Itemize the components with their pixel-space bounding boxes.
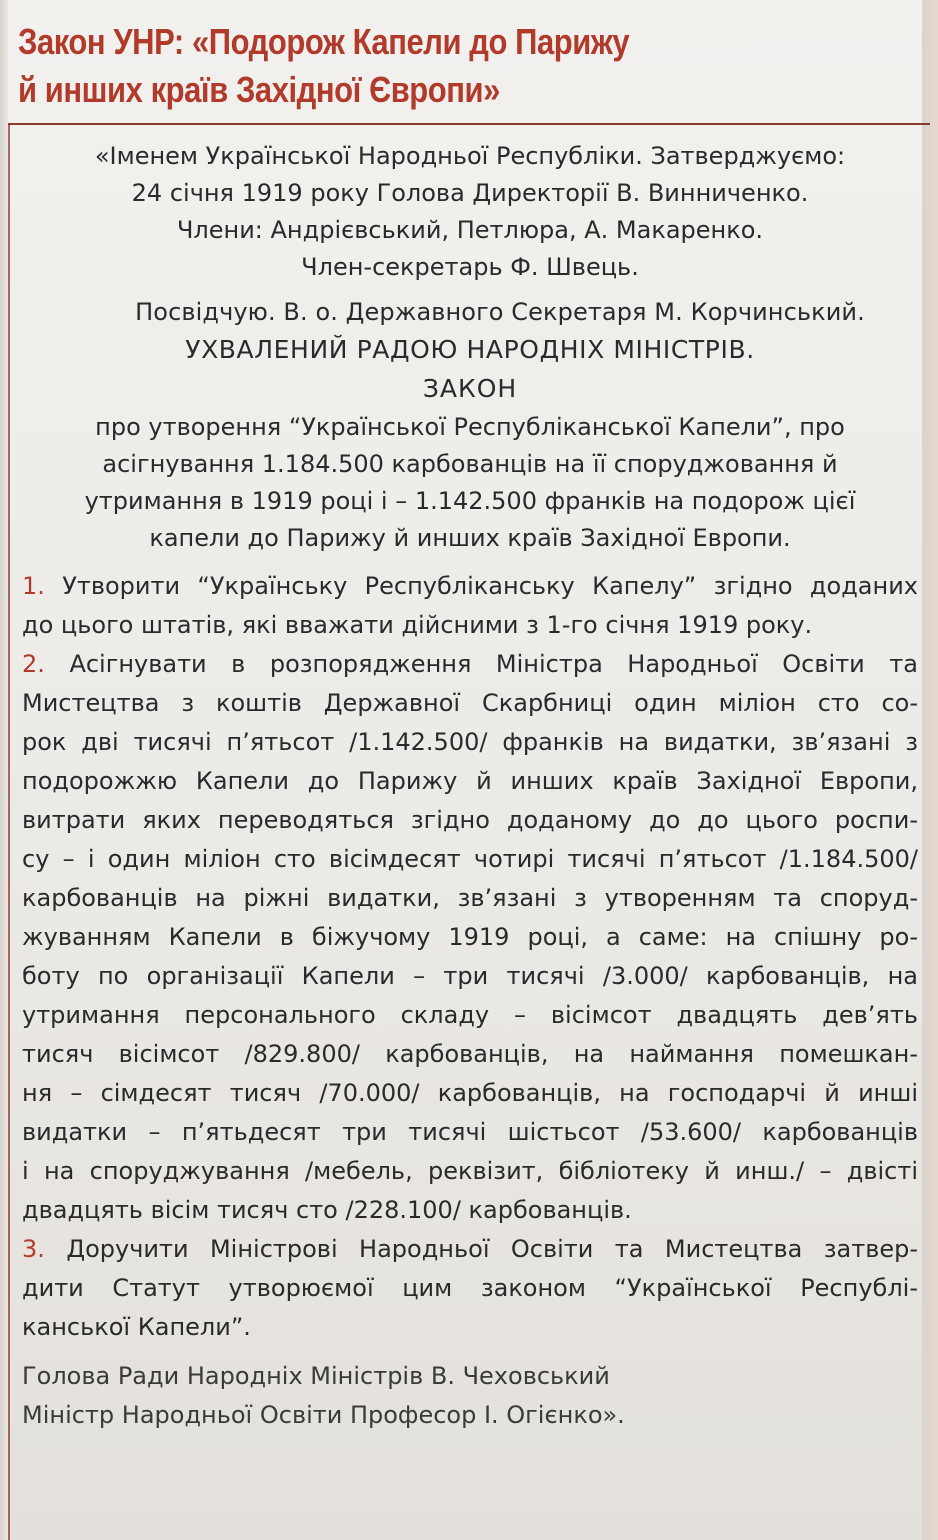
frame-left-border bbox=[8, 123, 10, 1540]
item-line: боту по організації Капели – три тисячі /3.000/ карбованців, на bbox=[22, 962, 918, 990]
item-line: су – і один міліон сто вісімдесят чотирі тисячі п’ятьсот /1.184.500/ bbox=[22, 845, 918, 873]
item-2 bbox=[22, 645, 918, 1230]
item-line: утримання персонального складу – вісімсот двадцять дев’ять bbox=[22, 1001, 918, 1029]
title-divider bbox=[8, 123, 930, 125]
item-number: 1. bbox=[22, 572, 45, 600]
title-line-2: й инших країв Західної Європи» bbox=[18, 69, 500, 110]
item-line bbox=[22, 1230, 918, 1269]
signatures bbox=[22, 1357, 918, 1435]
item-line: видатки – п’ятьдесят три тисячі шістьсот /53.600/ карбованців bbox=[22, 1118, 918, 1146]
preamble-line: Посвідчую. В. о. Державного Секретаря М. Корчинський. bbox=[135, 298, 865, 326]
item-1 bbox=[22, 567, 918, 645]
item-line: Мистецтва з коштів Державної Скарбниці один міліон сто со- bbox=[22, 689, 918, 717]
item-line: подорожжю Капели до Парижу й инших країв Західної Европи, bbox=[22, 767, 918, 795]
item-line: витрати яких переводяться згідно доданому до до цього роспи- bbox=[22, 806, 918, 834]
signature-line: Міністр Народньої Освіти Професор І. Огієнко». bbox=[22, 1401, 625, 1429]
signature-line: Голова Ради Народніх Міністрів В. Чеховський bbox=[22, 1362, 610, 1390]
title-line-1: Закон УНР: «Подорож Капели до Парижу bbox=[18, 21, 630, 62]
law-heading: ЗАКОН bbox=[422, 374, 518, 403]
preamble-line: Члени: Андрієвський, Петлюра, А. Макаренко. bbox=[176, 216, 764, 244]
approved-by-heading: УХВАЛЕНИЙ РАДОЮ НАРОДНІХ МІНІСТРІВ. bbox=[185, 335, 755, 364]
item-line bbox=[22, 645, 918, 684]
law-text bbox=[22, 138, 918, 1435]
law-subject-line: утримання в 1919 році і – 1.142.500 франків на подорож цієї bbox=[84, 487, 856, 515]
item-line: тисяч вісімсот /829.800/ карбованців, на наймання помешкан- bbox=[22, 1040, 918, 1068]
item-text: Утворити “Українську Республіканську Капелу” згідно доданих bbox=[44, 572, 918, 600]
item-line: карбованців на ріжні видатки, зв’язані з утворенням та споруд- bbox=[22, 884, 918, 912]
preamble-line: «Іменем Української Народньої Республіки. Затверджуємо: bbox=[94, 142, 846, 170]
law-subject-line: капели до Парижу й инших країв Західної Европи. bbox=[149, 524, 791, 552]
item-line: і на споруджування /мебель, реквізит, бібліотеку й инш./ – двісті bbox=[22, 1157, 918, 1185]
item-number: 3. bbox=[22, 1235, 45, 1263]
item-line: до цього штатів, які вважати дійсними з 1-го січня 1919 року. bbox=[22, 611, 813, 639]
page-left-edge bbox=[0, 0, 8, 1540]
preamble-line: Член-секретарь Ф. Швець. bbox=[301, 253, 639, 281]
page-right-edge bbox=[922, 0, 938, 1540]
document-title bbox=[18, 18, 898, 114]
item-text: Асігнувати в розпорядження Міністра Народньої Освіти та bbox=[44, 650, 918, 678]
item-line: канської Капели”. bbox=[22, 1313, 251, 1341]
item-line: рок дві тисячі п’ятьсот /1.142.500/ франків на видатки, зв’язані з bbox=[22, 728, 918, 756]
law-subject-line: про утворення “Української Республіканської Капели”, про bbox=[95, 413, 845, 441]
item-line: двадцять вісім тисяч сто /228.100/ карбованців. bbox=[22, 1196, 632, 1224]
item-3 bbox=[22, 1230, 918, 1347]
law-subject-line: асігнування 1.184.500 карбованців на її споруджовання й bbox=[102, 450, 838, 478]
preamble-line: 24 січня 1919 року Голова Директорії В. Винниченко. bbox=[131, 179, 809, 207]
item-line: ня – сімдесят тисяч /70.000/ карбованців, на господарчі й инші bbox=[22, 1079, 918, 1107]
item-line: дити Статут утворюємої цим законом “Української Республі- bbox=[22, 1274, 918, 1302]
item-line bbox=[22, 567, 918, 606]
item-line: жуванням Капели в біжучому 1919 році, а саме: на спішну ро- bbox=[22, 923, 918, 951]
item-text: Доручити Міністрові Народньої Освіти та Мистецтва затвер- bbox=[44, 1235, 918, 1263]
item-number: 2. bbox=[22, 650, 45, 678]
